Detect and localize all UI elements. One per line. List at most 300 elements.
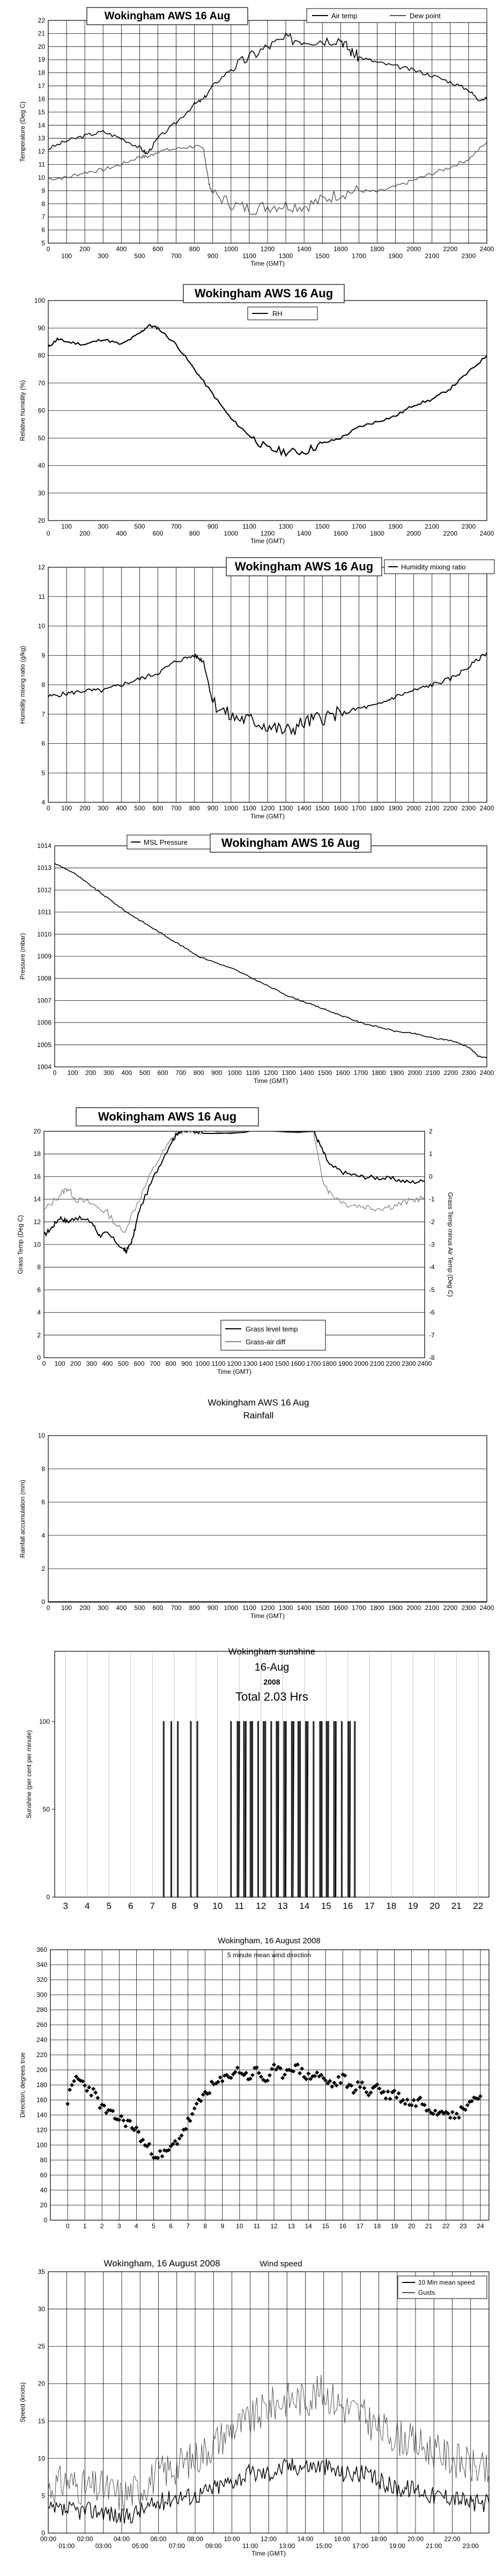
x-tick-label: 23:00 — [462, 2542, 479, 2550]
x-tick-label: 1700 — [352, 1604, 366, 1612]
y-tick-label: 12 — [38, 564, 45, 571]
x-tick-label: 24 — [477, 2222, 484, 2230]
x-tick-label: 2100 — [425, 252, 440, 260]
x-tick-label: 1900 — [338, 1360, 353, 1367]
x-tick-label: 900 — [181, 1360, 192, 1367]
x-tick-label: 1600 — [333, 245, 348, 253]
y-tick-label: 21 — [38, 30, 45, 38]
x-axis-label: Time (GMT) — [250, 1612, 285, 1620]
chart-title: Wokingham, 16 August 2008 — [103, 2258, 220, 2268]
x-tick-label: 08:00 — [187, 2535, 204, 2543]
x-tick-label: 2200 — [443, 1069, 458, 1077]
y-tick-label: 20 — [38, 517, 45, 524]
y-tick-label: 1014 — [37, 842, 51, 850]
x-tick-label: 9 — [220, 2222, 225, 2230]
y-tick-label: 4 — [41, 1532, 45, 1539]
y-tick-label: 5 — [41, 2492, 45, 2500]
legend-label-air-temp: Air temp — [331, 12, 358, 20]
x-tick-label: 0 — [42, 1360, 46, 1367]
x-tick-label: 1500 — [275, 1360, 290, 1367]
chart-panel-temperature — [6, 4, 498, 273]
x-tick-label: 1300 — [278, 252, 293, 260]
wind-direction-chart — [6, 1935, 498, 2251]
x-tick-label: 0 — [46, 804, 50, 812]
sunshine-burst — [263, 1722, 266, 1897]
y-tick-label: 12 — [33, 1218, 41, 1226]
y-tick-label: 10 — [33, 1241, 41, 1248]
y-tick-label: 20 — [40, 2201, 47, 2209]
x-tick-label: 400 — [116, 804, 127, 812]
x-tick-label: 1800 — [322, 1360, 337, 1367]
x-tick-label: 600 — [152, 804, 164, 812]
x-tick-label: 1800 — [370, 804, 384, 812]
y-tick-label: 6 — [41, 226, 45, 234]
x-tick-label: 2100 — [425, 804, 440, 812]
x-tick-label: 10 — [236, 2222, 243, 2230]
legend-label-mixing-ratio: Humidity mixing ratio — [401, 563, 466, 571]
x-tick-label: 19 — [407, 1901, 418, 1911]
y-tick-label: 22 — [38, 17, 45, 24]
x-tick-label: 800 — [165, 1360, 176, 1367]
y-right-tick-label: -8 — [429, 1354, 435, 1362]
x-tick-label: 7 — [150, 1901, 155, 1911]
y-tick-label: 10 — [38, 1432, 45, 1439]
x-tick-label: 1900 — [388, 252, 403, 260]
y-tick-label: 11 — [38, 160, 45, 169]
y-tick-label: 80 — [40, 2156, 47, 2164]
x-tick-label: 1000 — [227, 1069, 242, 1077]
y-tick-label: 30 — [38, 2305, 45, 2313]
x-tick-label: 1500 — [317, 1069, 332, 1077]
x-tick-label: 22 — [473, 1901, 484, 1911]
y-tick-label: 1005 — [37, 1041, 51, 1049]
x-tick-label: 2200 — [443, 804, 458, 812]
x-tick-label: 200 — [79, 804, 91, 812]
x-tick-label: 400 — [116, 1604, 127, 1612]
y-tick-label: 260 — [36, 2021, 47, 2029]
y-tick-label: 9 — [41, 187, 45, 195]
x-tick-label: 500 — [134, 523, 145, 530]
x-tick-label: 21 — [425, 2222, 433, 2230]
x-tick-label: 16:00 — [333, 2535, 351, 2543]
x-tick-label: 500 — [134, 1604, 145, 1612]
x-tick-label: 1900 — [388, 523, 403, 530]
x-tick-label: 700 — [171, 252, 182, 260]
x-tick-label: 1800 — [370, 530, 384, 537]
y-tick-label: 100 — [39, 1717, 50, 1725]
y-axis-label: Pressure (mbar) — [19, 933, 26, 980]
x-tick-label: 13:00 — [279, 2542, 295, 2550]
x-tick-label: 1500 — [315, 1604, 330, 1612]
x-tick-label: 300 — [98, 523, 109, 530]
x-tick-label: 1000 — [224, 245, 239, 253]
y-right-tick-label: -6 — [429, 1308, 435, 1316]
y-right-tick-label: -3 — [429, 1241, 435, 1248]
x-tick-label: 200 — [79, 1604, 91, 1612]
x-tick-label: 1 — [83, 2222, 87, 2230]
x-tick-label: 15 — [321, 1901, 331, 1911]
x-tick-label: 2300 — [461, 523, 476, 530]
y-tick-label: 10 — [38, 173, 45, 181]
chart-year: 2008 — [263, 1678, 280, 1686]
x-tick-label: 8 — [172, 1901, 177, 1911]
legend-label-rh: RH — [272, 310, 283, 318]
x-tick-label: 2400 — [479, 804, 494, 812]
x-axis-label: Time (GMT) — [250, 260, 285, 267]
x-tick-label: 10 — [212, 1901, 223, 1911]
y-tick-label: 180 — [36, 2081, 47, 2089]
x-tick-label: 3 — [117, 2222, 121, 2230]
y-tick-label: 1004 — [37, 1063, 51, 1071]
x-tick-label: 1500 — [315, 804, 330, 812]
x-tick-label: 2100 — [425, 523, 440, 530]
y-tick-label: 5 — [41, 239, 45, 247]
x-tick-label: 05:00 — [132, 2542, 149, 2550]
y-axis-label: Rainfall accumulation (mm) — [19, 1480, 26, 1558]
x-tick-label: 22:00 — [444, 2535, 461, 2543]
x-tick-label: 16 — [339, 2222, 347, 2230]
x-tick-label: 12:00 — [260, 2535, 277, 2543]
y-axis-label: Relative humidity (%) — [19, 380, 26, 441]
x-tick-label: 1300 — [281, 1069, 296, 1077]
y-tick-label: 8 — [37, 1263, 41, 1271]
pressure-chart — [6, 831, 498, 1099]
y-tick-label: 8 — [41, 681, 45, 689]
x-tick-label: 9 — [193, 1901, 198, 1911]
x-tick-label: 10:00 — [224, 2535, 240, 2543]
y-tick-label: 20 — [38, 2380, 45, 2388]
x-tick-label: 700 — [171, 523, 182, 530]
x-tick-label: 14:00 — [297, 2535, 314, 2543]
y-tick-label: 60 — [40, 2171, 47, 2179]
x-tick-label: 21 — [451, 1901, 462, 1911]
x-tick-label: 21:00 — [426, 2542, 442, 2550]
x-tick-label: 1400 — [297, 245, 312, 253]
y-tick-label: 0 — [37, 1354, 41, 1362]
y-tick-label: 70 — [38, 379, 45, 387]
x-tick-label: 900 — [211, 1069, 223, 1077]
x-tick-label: 1100 — [242, 804, 256, 812]
x-tick-label: 600 — [152, 530, 164, 537]
y-tick-label: 18 — [33, 1150, 41, 1158]
chart-title: Wokingham, 16 August 2008 — [218, 1936, 321, 1945]
y-tick-label: 20 — [38, 42, 45, 50]
x-tick-label: 500 — [134, 804, 145, 812]
chart-title: Wokingham AWS 16 Aug — [234, 560, 374, 573]
y-tick-label: 0 — [46, 1893, 50, 1901]
x-tick-label: 04:00 — [113, 2535, 130, 2543]
x-tick-label: 2300 — [402, 1360, 416, 1367]
x-tick-label: 1800 — [370, 1604, 384, 1612]
x-tick-label: 200 — [70, 1360, 81, 1367]
x-tick-label: 0 — [65, 2222, 70, 2230]
y-tick-label: 100 — [36, 2141, 47, 2149]
x-tick-label: 600 — [152, 245, 164, 253]
x-tick-label: 2400 — [479, 530, 494, 537]
x-tick-label: 200 — [79, 530, 91, 537]
x-tick-label: 500 — [117, 1360, 129, 1367]
x-tick-label: 18:00 — [370, 2535, 387, 2543]
x-tick-label: 300 — [98, 252, 109, 260]
x-tick-label: 06:00 — [150, 2535, 167, 2543]
x-tick-label: 12 — [270, 2222, 278, 2230]
x-tick-label: 700 — [150, 1360, 161, 1367]
x-tick-label: 800 — [189, 1604, 200, 1612]
x-tick-label: 1900 — [388, 804, 403, 812]
x-tick-label: 400 — [121, 1069, 132, 1077]
y-tick-label: 11 — [38, 592, 45, 601]
y-tick-label: 10 — [38, 622, 45, 630]
y-tick-label: 40 — [38, 462, 45, 470]
y-right-tick-label: -2 — [429, 1218, 435, 1226]
x-tick-label: 1300 — [278, 804, 293, 812]
y-tick-label: 17 — [38, 82, 45, 90]
x-tick-label: 17 — [356, 2222, 364, 2230]
x-tick-label: 100 — [54, 1360, 65, 1367]
x-tick-label: 1000 — [224, 1604, 239, 1612]
y-tick-label: 15 — [38, 108, 45, 116]
x-tick-label: 1400 — [297, 1604, 312, 1612]
x-tick-label: 13 — [287, 2222, 295, 2230]
x-tick-label: 1700 — [352, 804, 366, 812]
x-tick-label: 14 — [305, 2222, 312, 2230]
y-tick-label: 19 — [38, 56, 45, 64]
x-tick-label: 300 — [86, 1360, 97, 1367]
y-tick-label: 14 — [33, 1195, 41, 1203]
y-tick-label: 90 — [38, 324, 45, 332]
y-tick-label: 7 — [41, 710, 45, 718]
x-tick-label: 800 — [189, 804, 200, 812]
x-tick-label: 1400 — [297, 530, 312, 537]
x-tick-label: 2300 — [461, 804, 476, 812]
x-tick-label: 17 — [364, 1901, 375, 1911]
x-tick-label: 0 — [53, 1069, 57, 1077]
x-tick-label: 1100 — [242, 523, 256, 530]
x-axis-label: Time (GMT) — [253, 1077, 288, 1085]
chart-panel-grass-temperature — [6, 1106, 498, 1385]
x-tick-label: 1900 — [389, 1069, 404, 1077]
x-tick-label: 20:00 — [407, 2535, 424, 2543]
y-tick-label: 6 — [41, 740, 45, 748]
x-tick-label: 1100 — [246, 1069, 260, 1077]
y-right-tick-label: -5 — [429, 1286, 435, 1294]
y-tick-label: 50 — [38, 434, 45, 442]
legend-label-pressure: MSL Pressure — [144, 838, 188, 846]
y-tick-label: 14 — [38, 121, 45, 129]
x-tick-label: 1000 — [224, 804, 239, 812]
x-tick-label: 2000 — [354, 1360, 369, 1367]
x-tick-label: 4 — [135, 2222, 138, 2230]
y-axis-label: Temperature (Deg C) — [19, 101, 26, 162]
x-tick-label: 13 — [277, 1901, 288, 1911]
x-tick-label: 600 — [134, 1360, 145, 1367]
y-tick-label: 10 — [38, 2454, 45, 2462]
x-tick-label: 900 — [207, 252, 218, 260]
y-tick-label: 1009 — [37, 953, 51, 960]
chart-panel-mixing-ratio — [6, 555, 498, 824]
y-tick-label: 160 — [36, 2096, 47, 2104]
y-tick-label: 60 — [38, 407, 45, 414]
x-tick-label: 1700 — [306, 1360, 321, 1367]
x-tick-label: 19:00 — [389, 2542, 405, 2550]
x-axis-label: Time (GMT) — [217, 1368, 252, 1375]
y-tick-label: 0 — [41, 2529, 45, 2537]
x-tick-label: 1200 — [263, 1069, 278, 1077]
relative-humidity-chart — [6, 279, 498, 547]
x-tick-label: 1900 — [388, 1604, 403, 1612]
y-axis-label: Sunshine (per cent per minute) — [25, 1730, 33, 1819]
x-tick-label: 2200 — [443, 530, 458, 537]
x-tick-label: 7 — [186, 2222, 190, 2230]
x-tick-label: 17:00 — [352, 2542, 369, 2550]
x-tick-label: 22 — [442, 2222, 450, 2230]
legend-label-mean-speed: 10 Min mean speed — [418, 2279, 475, 2286]
legend-label-grass-air-diff: Grass-air diff — [246, 1338, 286, 1346]
x-tick-label: 15:00 — [315, 2542, 332, 2550]
temperature-chart — [6, 4, 498, 273]
x-tick-label: 01:00 — [58, 2542, 75, 2550]
x-tick-label: 1500 — [315, 523, 330, 530]
x-tick-label: 1700 — [352, 252, 366, 260]
x-tick-label: 19 — [390, 2222, 398, 2230]
x-tick-label: 03:00 — [95, 2542, 112, 2550]
x-tick-label: 1400 — [299, 1069, 314, 1077]
x-tick-label: 1100 — [242, 1604, 256, 1612]
x-tick-label: 11 — [234, 1901, 244, 1911]
x-tick-label: 500 — [139, 1069, 150, 1077]
y-tick-label: 360 — [36, 1946, 47, 1953]
y-tick-label: 1008 — [37, 975, 51, 983]
y-tick-label: 8 — [41, 200, 45, 208]
x-tick-label: 07:00 — [168, 2542, 185, 2550]
chart-title: Wokingham sunshine — [228, 1646, 316, 1657]
chart-panel-sunshine — [6, 1640, 498, 1924]
sunshine-burst — [250, 1722, 254, 1897]
x-tick-label: 1400 — [258, 1360, 273, 1367]
x-tick-label: 100 — [67, 1069, 78, 1077]
x-tick-label: 2400 — [479, 245, 494, 253]
x-tick-label: 1800 — [370, 245, 384, 253]
x-tick-label: 400 — [102, 1360, 113, 1367]
y-tick-label: 8 — [41, 1465, 45, 1473]
x-tick-label: 1500 — [315, 252, 330, 260]
chart-title: Wokingham AWS 16 Aug — [104, 10, 231, 22]
x-tick-label: 0 — [46, 530, 50, 537]
x-tick-label: 5 — [106, 1901, 112, 1911]
x-axis-label: Time (GMT) — [250, 537, 285, 545]
x-tick-label: 400 — [116, 245, 127, 253]
y-tick-label: 5 — [41, 769, 45, 777]
x-tick-label: 900 — [207, 1604, 218, 1612]
x-tick-label: 1100 — [211, 1360, 226, 1367]
legend-label-grass-level-temp: Grass level temp — [246, 1325, 298, 1333]
y-tick-label: 1011 — [38, 908, 51, 916]
x-tick-label: 1100 — [242, 252, 256, 260]
y-tick-label: 16 — [33, 1173, 41, 1181]
chart-panel-pressure — [6, 831, 498, 1099]
x-tick-label: 5 — [152, 2222, 155, 2230]
x-tick-label: 18 — [373, 2222, 381, 2230]
x-tick-label: 11 — [253, 2222, 261, 2230]
y-tick-label: 4 — [37, 1308, 41, 1316]
grass-temperature-chart — [6, 1106, 498, 1385]
x-tick-label: 20 — [407, 2222, 416, 2230]
y-tick-label: 220 — [36, 2051, 47, 2059]
x-tick-label: 02:00 — [77, 2535, 93, 2543]
y-tick-label: 50 — [42, 1805, 50, 1813]
x-axis-label: Time (GMT) — [250, 813, 285, 820]
x-tick-label: 2000 — [406, 245, 421, 253]
y-tick-label: 13 — [38, 134, 45, 142]
y-tick-label: 1006 — [37, 1019, 51, 1027]
x-tick-label: 500 — [134, 252, 145, 260]
sunshine-chart — [6, 1640, 498, 1924]
y-tick-label: 100 — [34, 297, 45, 304]
x-tick-label: 2 — [100, 2222, 104, 2230]
x-tick-label: 23 — [459, 2222, 467, 2230]
legend-label-dew-point: Dew point — [410, 12, 441, 20]
x-tick-label: 1000 — [224, 530, 239, 537]
chart-title: Wokingham AWS 16 Aug — [207, 1397, 309, 1408]
x-tick-label: 00:00 — [40, 2535, 57, 2543]
x-tick-label: 2000 — [406, 1604, 421, 1612]
x-tick-label: 1600 — [333, 530, 348, 537]
chart-panel-relative-humidity — [6, 279, 498, 547]
x-tick-label: 800 — [189, 530, 200, 537]
mixing-ratio-chart — [6, 555, 498, 824]
x-tick-label: 2300 — [461, 1604, 476, 1612]
y-tick-label: 16 — [38, 95, 45, 103]
y-tick-label: 15 — [38, 2417, 45, 2425]
x-tick-label: 2200 — [386, 1360, 401, 1367]
y-tick-label: 18 — [38, 69, 45, 77]
x-tick-label: 0 — [46, 1604, 50, 1612]
x-tick-label: 12 — [256, 1901, 266, 1911]
x-tick-label: 900 — [207, 804, 218, 812]
x-tick-label: 16 — [343, 1901, 353, 1911]
x-tick-label: 1700 — [352, 523, 366, 530]
x-tick-label: 700 — [171, 804, 182, 812]
chart-title: Wokingham AWS 16 Aug — [221, 836, 360, 850]
y-axis-label: Direction, degrees true — [19, 2052, 26, 2118]
x-tick-label: 2400 — [479, 1604, 494, 1612]
x-tick-label: 200 — [85, 1069, 97, 1077]
x-tick-label: 2200 — [443, 245, 458, 253]
x-tick-label: 6 — [128, 1901, 134, 1911]
x-tick-label: 2400 — [479, 1069, 494, 1077]
x-tick-label: 1000 — [195, 1360, 210, 1367]
x-tick-label: 3 — [63, 1901, 68, 1911]
sunshine-burst — [320, 1722, 323, 1897]
x-tick-label: 8 — [203, 2222, 207, 2230]
y-tick-label: 1012 — [37, 886, 51, 894]
x-tick-label: 100 — [61, 804, 72, 812]
x-tick-label: 15 — [322, 2222, 329, 2230]
x-tick-label: 1300 — [243, 1360, 257, 1367]
x-tick-label: 0 — [46, 245, 50, 253]
x-tick-label: 400 — [116, 530, 127, 537]
y-axis-label: Grass Temp (Deg C) — [17, 1215, 24, 1274]
x-tick-label: 2300 — [461, 252, 476, 260]
x-tick-label: 1700 — [353, 1069, 368, 1077]
y-right-tick-label: 1 — [429, 1150, 433, 1158]
sunshine-burst — [298, 1722, 301, 1897]
y-tick-label: 7 — [41, 213, 45, 221]
x-tick-label: 700 — [175, 1069, 187, 1077]
y-tick-label: 1010 — [37, 930, 51, 938]
x-tick-label: 600 — [152, 1604, 164, 1612]
y-tick-label: 300 — [36, 1991, 47, 1999]
